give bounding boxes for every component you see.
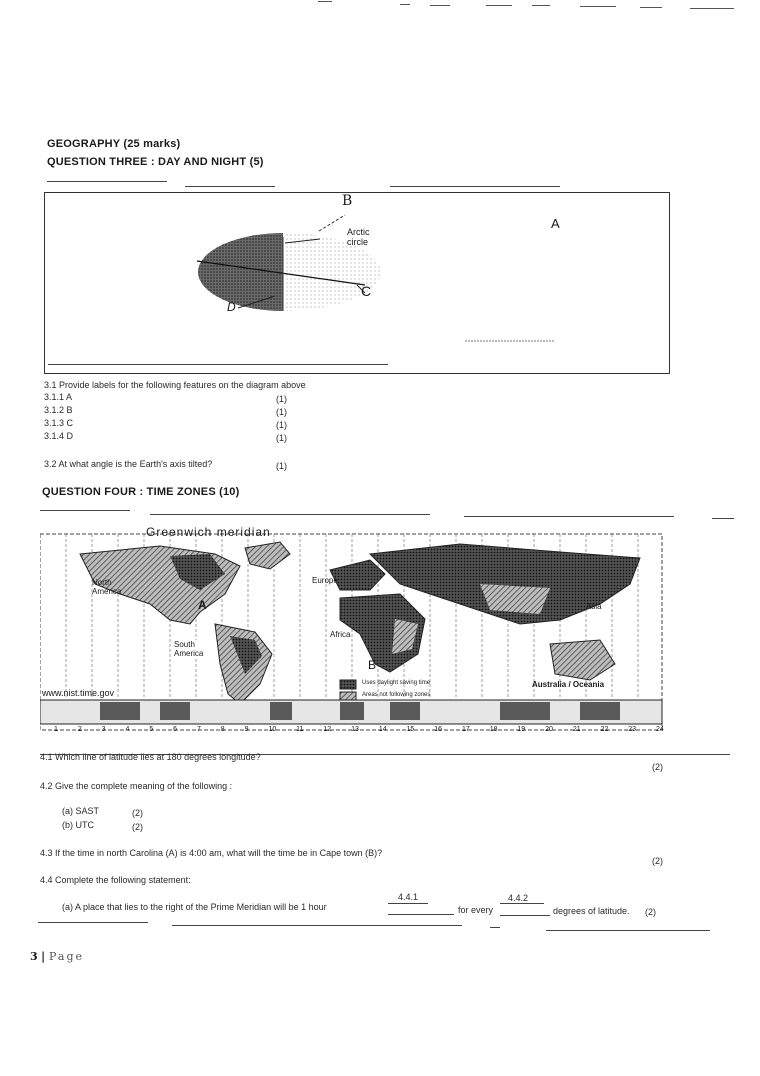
- label-C: C: [361, 283, 372, 299]
- question-three-title: QUESTION THREE : DAY AND NIGHT (5): [47, 156, 264, 168]
- q4-4a-statement-start: (a) A place that lies to the right of the Prime Meridian will be 1 hour: [62, 902, 327, 912]
- scan-speck: [532, 5, 550, 6]
- zone-number: 7: [196, 726, 201, 733]
- scan-speck: [318, 1, 332, 2]
- zone-number: 16: [434, 726, 443, 733]
- world-map-illustration: [40, 524, 664, 748]
- blank-line: [500, 903, 544, 904]
- europe-label: Europe: [312, 576, 338, 585]
- q3-item-label: 3.1.1 A: [44, 392, 73, 402]
- answer-blank-4-4-2[interactable]: [500, 915, 550, 916]
- scan-speck: [400, 4, 410, 5]
- q4-2-item: (a) SAST: [62, 806, 100, 816]
- q4-2-prompt: 4.2 Give the complete meaning of the following :: [40, 781, 233, 791]
- earth-illustration: [45, 193, 669, 373]
- zone-number: 3: [101, 726, 106, 733]
- divider: [712, 518, 734, 519]
- question-four-title: QUESTION FOUR : TIME ZONES (10): [42, 486, 240, 498]
- zone-number: 23: [628, 726, 637, 733]
- q3-1-prompt: 3.1 Provide labels for the following features on the diagram above: [44, 380, 306, 390]
- divider: [490, 927, 500, 928]
- greenwich-meridian-label: Greenwich meridian: [146, 525, 271, 539]
- scan-speck: [486, 5, 512, 6]
- day-night-diagram: [44, 192, 670, 374]
- zone-number: 6: [173, 726, 178, 733]
- blank-line: [388, 903, 428, 904]
- q3-item-marks: (1): [276, 407, 287, 417]
- scan-speck: [580, 6, 616, 7]
- divider: [172, 925, 462, 926]
- zone-number: 13: [351, 726, 359, 733]
- q3-item-label: 3.1.2 B: [44, 405, 73, 415]
- q4-4a-statement-middle: for every: [458, 905, 494, 915]
- q4-1-marks: (2): [652, 762, 663, 772]
- time-zone-map: [40, 524, 664, 748]
- asia-label: Asia: [586, 602, 602, 611]
- q4-3-marks: (2): [652, 856, 663, 866]
- page-separator: |: [41, 950, 49, 963]
- q3-item-marks: (1): [276, 433, 287, 443]
- q4-4a-statement-end: degrees of latitude.: [553, 906, 630, 916]
- divider: [546, 930, 710, 931]
- q3-2-marks: (1): [276, 461, 287, 471]
- arctic-label: Arctic: [347, 227, 370, 237]
- answer-blank-4-4-1[interactable]: [388, 914, 454, 915]
- scan-speck: [430, 5, 450, 6]
- divider: [464, 516, 674, 517]
- q4-3-prompt: 4.3 If the time in north Carolina (A) is 4:00 am, what will the time be in Cape town (B)?: [40, 848, 383, 858]
- legend-non-standard: Areas not following zones: [362, 692, 431, 698]
- page-footer: [30, 950, 84, 963]
- africa-label: Africa: [330, 630, 351, 639]
- circle-label: circle: [347, 237, 369, 247]
- q4-2-marks: (2): [132, 808, 143, 818]
- australia-oceania-label: Australia / Oceania: [532, 680, 605, 689]
- divider: [40, 510, 130, 511]
- q4-1-prompt: 4.1 Which line of latitude lies at 180 degrees longitude?: [40, 752, 261, 762]
- zone-number: 15: [406, 726, 415, 733]
- zone-number: 1: [54, 726, 58, 733]
- zone-number: 5: [149, 726, 154, 733]
- blank-4-4-1-label: 4.4.1: [398, 892, 419, 902]
- zone-number: 12: [323, 726, 332, 733]
- zone-number-row: [54, 726, 664, 733]
- divider: [150, 514, 430, 515]
- q4-4-prompt: 4.4 Complete the following statement:: [40, 875, 191, 885]
- q3-item-marks: (1): [276, 420, 287, 430]
- divider: [47, 181, 167, 182]
- divider: [185, 186, 275, 187]
- q4-2-item: (b) UTC: [62, 820, 94, 830]
- zone-number: 8: [220, 726, 225, 733]
- zone-number: 9: [244, 726, 249, 733]
- zone-number: 22: [600, 726, 609, 733]
- website-label: www.nist.time.gov: [42, 688, 115, 698]
- zone-number: 10: [268, 726, 277, 733]
- scan-speck: [640, 7, 662, 8]
- page-word: Page: [49, 950, 85, 963]
- zone-number: 19: [517, 726, 526, 733]
- legend-daylight-saving: Uses daylight saving time: [362, 680, 431, 686]
- q3-item-label: 3.1.4 D: [44, 431, 74, 441]
- zone-number: 4: [125, 726, 130, 733]
- label-D: D: [227, 300, 236, 314]
- zone-number: 17: [461, 726, 470, 733]
- zone-number: 2: [77, 726, 82, 733]
- divider: [38, 922, 148, 923]
- zone-number: 14: [378, 726, 387, 733]
- zone-number: 21: [572, 726, 581, 733]
- zone-number: 20: [545, 726, 553, 733]
- north-america-label: North America: [92, 578, 122, 596]
- blank-4-4-2-label: 4.4.2: [508, 893, 529, 903]
- zone-number: 24: [656, 726, 664, 733]
- scan-speck: [690, 8, 734, 9]
- point-B-marker: B: [368, 658, 377, 672]
- q4-2-marks: (2): [132, 822, 143, 832]
- divider: [390, 186, 560, 187]
- zone-number: 18: [489, 726, 498, 733]
- label-A: A: [551, 216, 560, 231]
- south-america-label: South America: [174, 640, 214, 658]
- q3-2-prompt: 3.2 At what angle is the Earth's axis tilted?: [44, 459, 213, 469]
- point-A-marker: A: [198, 598, 207, 612]
- q4-4a-marks: (2): [645, 907, 656, 917]
- page-number: 3: [30, 950, 38, 963]
- q3-item-marks: (1): [276, 394, 287, 404]
- q3-item-label: 3.1.3 C: [44, 418, 74, 428]
- diagram-bottom-rule: [48, 364, 388, 365]
- subject-heading: GEOGRAPHY (25 marks): [47, 138, 181, 150]
- zone-number: 11: [296, 726, 304, 733]
- label-B: B: [342, 193, 353, 209]
